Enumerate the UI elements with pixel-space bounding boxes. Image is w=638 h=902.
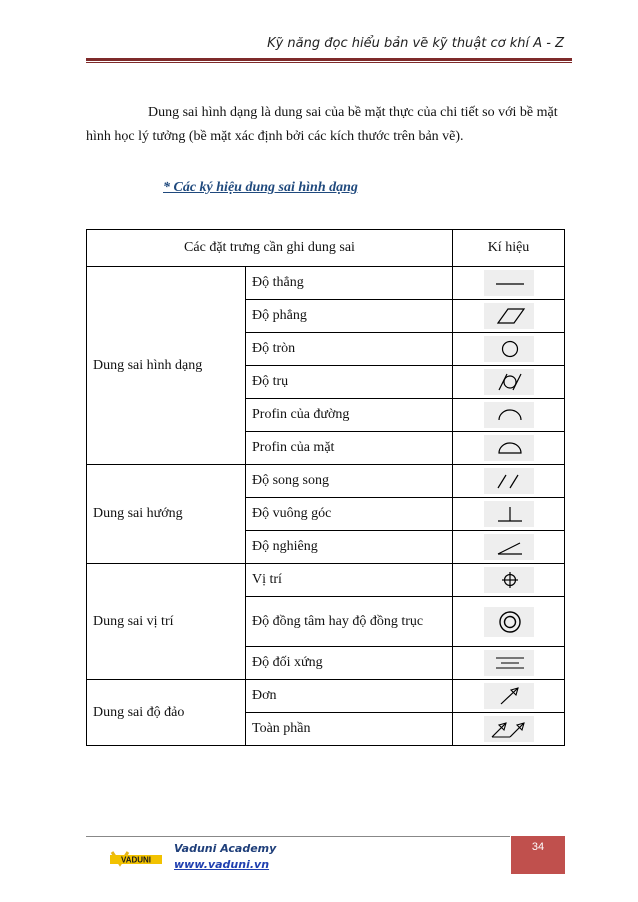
symmetry-icon xyxy=(484,650,534,676)
group-label: Dung sai độ đảo xyxy=(87,680,246,746)
group-label: Dung sai hướng xyxy=(87,465,246,564)
table-header-row xyxy=(87,230,565,267)
perpendicularity-icon xyxy=(484,501,534,527)
straightness-icon xyxy=(484,270,534,296)
footer-name: Vaduni Academy xyxy=(174,842,277,855)
parallelism-icon xyxy=(484,468,534,494)
item-label: Độ đồng tâm hay độ đồng trục xyxy=(246,597,453,647)
circular-runout-icon xyxy=(484,683,534,709)
item-label: Độ song song xyxy=(246,465,453,498)
cylindricity-icon xyxy=(484,369,534,395)
line-profile-icon xyxy=(484,402,534,428)
circularity-icon xyxy=(484,336,534,362)
item-label: Độ nghiêng xyxy=(246,531,453,564)
header-symbol: Kí hiệu xyxy=(453,230,565,267)
table-row xyxy=(87,267,565,300)
item-label: Độ tròn xyxy=(246,333,453,366)
concentricity-icon xyxy=(484,607,534,637)
tolerance-table xyxy=(86,229,565,746)
flatness-icon xyxy=(484,303,534,329)
item-label: Profin của mặt xyxy=(246,432,453,465)
surface-profile-icon xyxy=(484,435,534,461)
vaduni-logo xyxy=(110,848,162,868)
header-rule xyxy=(86,58,572,61)
header-rule-thin xyxy=(86,62,572,63)
intro-paragraph: Dung sai hình dạng là dung sai của bề mặt thực của chi tiết so với bề mặt hình học lý tưởng (bề mặt xác định bởi các kích thước trên bản vẽ). xyxy=(86,105,558,144)
footer-rule xyxy=(86,836,510,837)
group-label: Dung sai vị trí xyxy=(87,564,246,680)
item-label: Độ trụ xyxy=(246,366,453,399)
logo-text: VADUNI xyxy=(120,855,152,865)
total-runout-icon xyxy=(484,716,534,742)
table-row xyxy=(87,465,565,498)
item-label: Vị trí xyxy=(246,564,453,597)
item-label: Toàn phần xyxy=(246,713,453,746)
section-heading: * Các ký hiệu dung sai hình dạng xyxy=(163,180,358,195)
item-label: Profin của đường xyxy=(246,399,453,432)
footer-link[interactable]: www.vaduni.vn xyxy=(174,858,270,871)
item-label: Độ vuông góc xyxy=(246,498,453,531)
group-label: Dung sai hình dạng xyxy=(87,267,246,465)
item-label: Độ phẳng xyxy=(246,300,453,333)
header-title: Kỹ năng đọc hiểu bản vẽ kỹ thuật cơ khí A - Z xyxy=(267,36,564,51)
angularity-icon xyxy=(484,534,534,560)
header-feature: Các đặt trưng cần ghi dung sai xyxy=(87,230,453,267)
item-label: Độ đối xứng xyxy=(246,647,453,680)
table-row xyxy=(87,680,565,713)
item-label: Đơn xyxy=(246,680,453,713)
position-icon xyxy=(484,567,534,593)
page-number: 34 xyxy=(511,836,565,874)
table-row xyxy=(87,564,565,597)
item-label: Độ thẳng xyxy=(246,267,453,300)
